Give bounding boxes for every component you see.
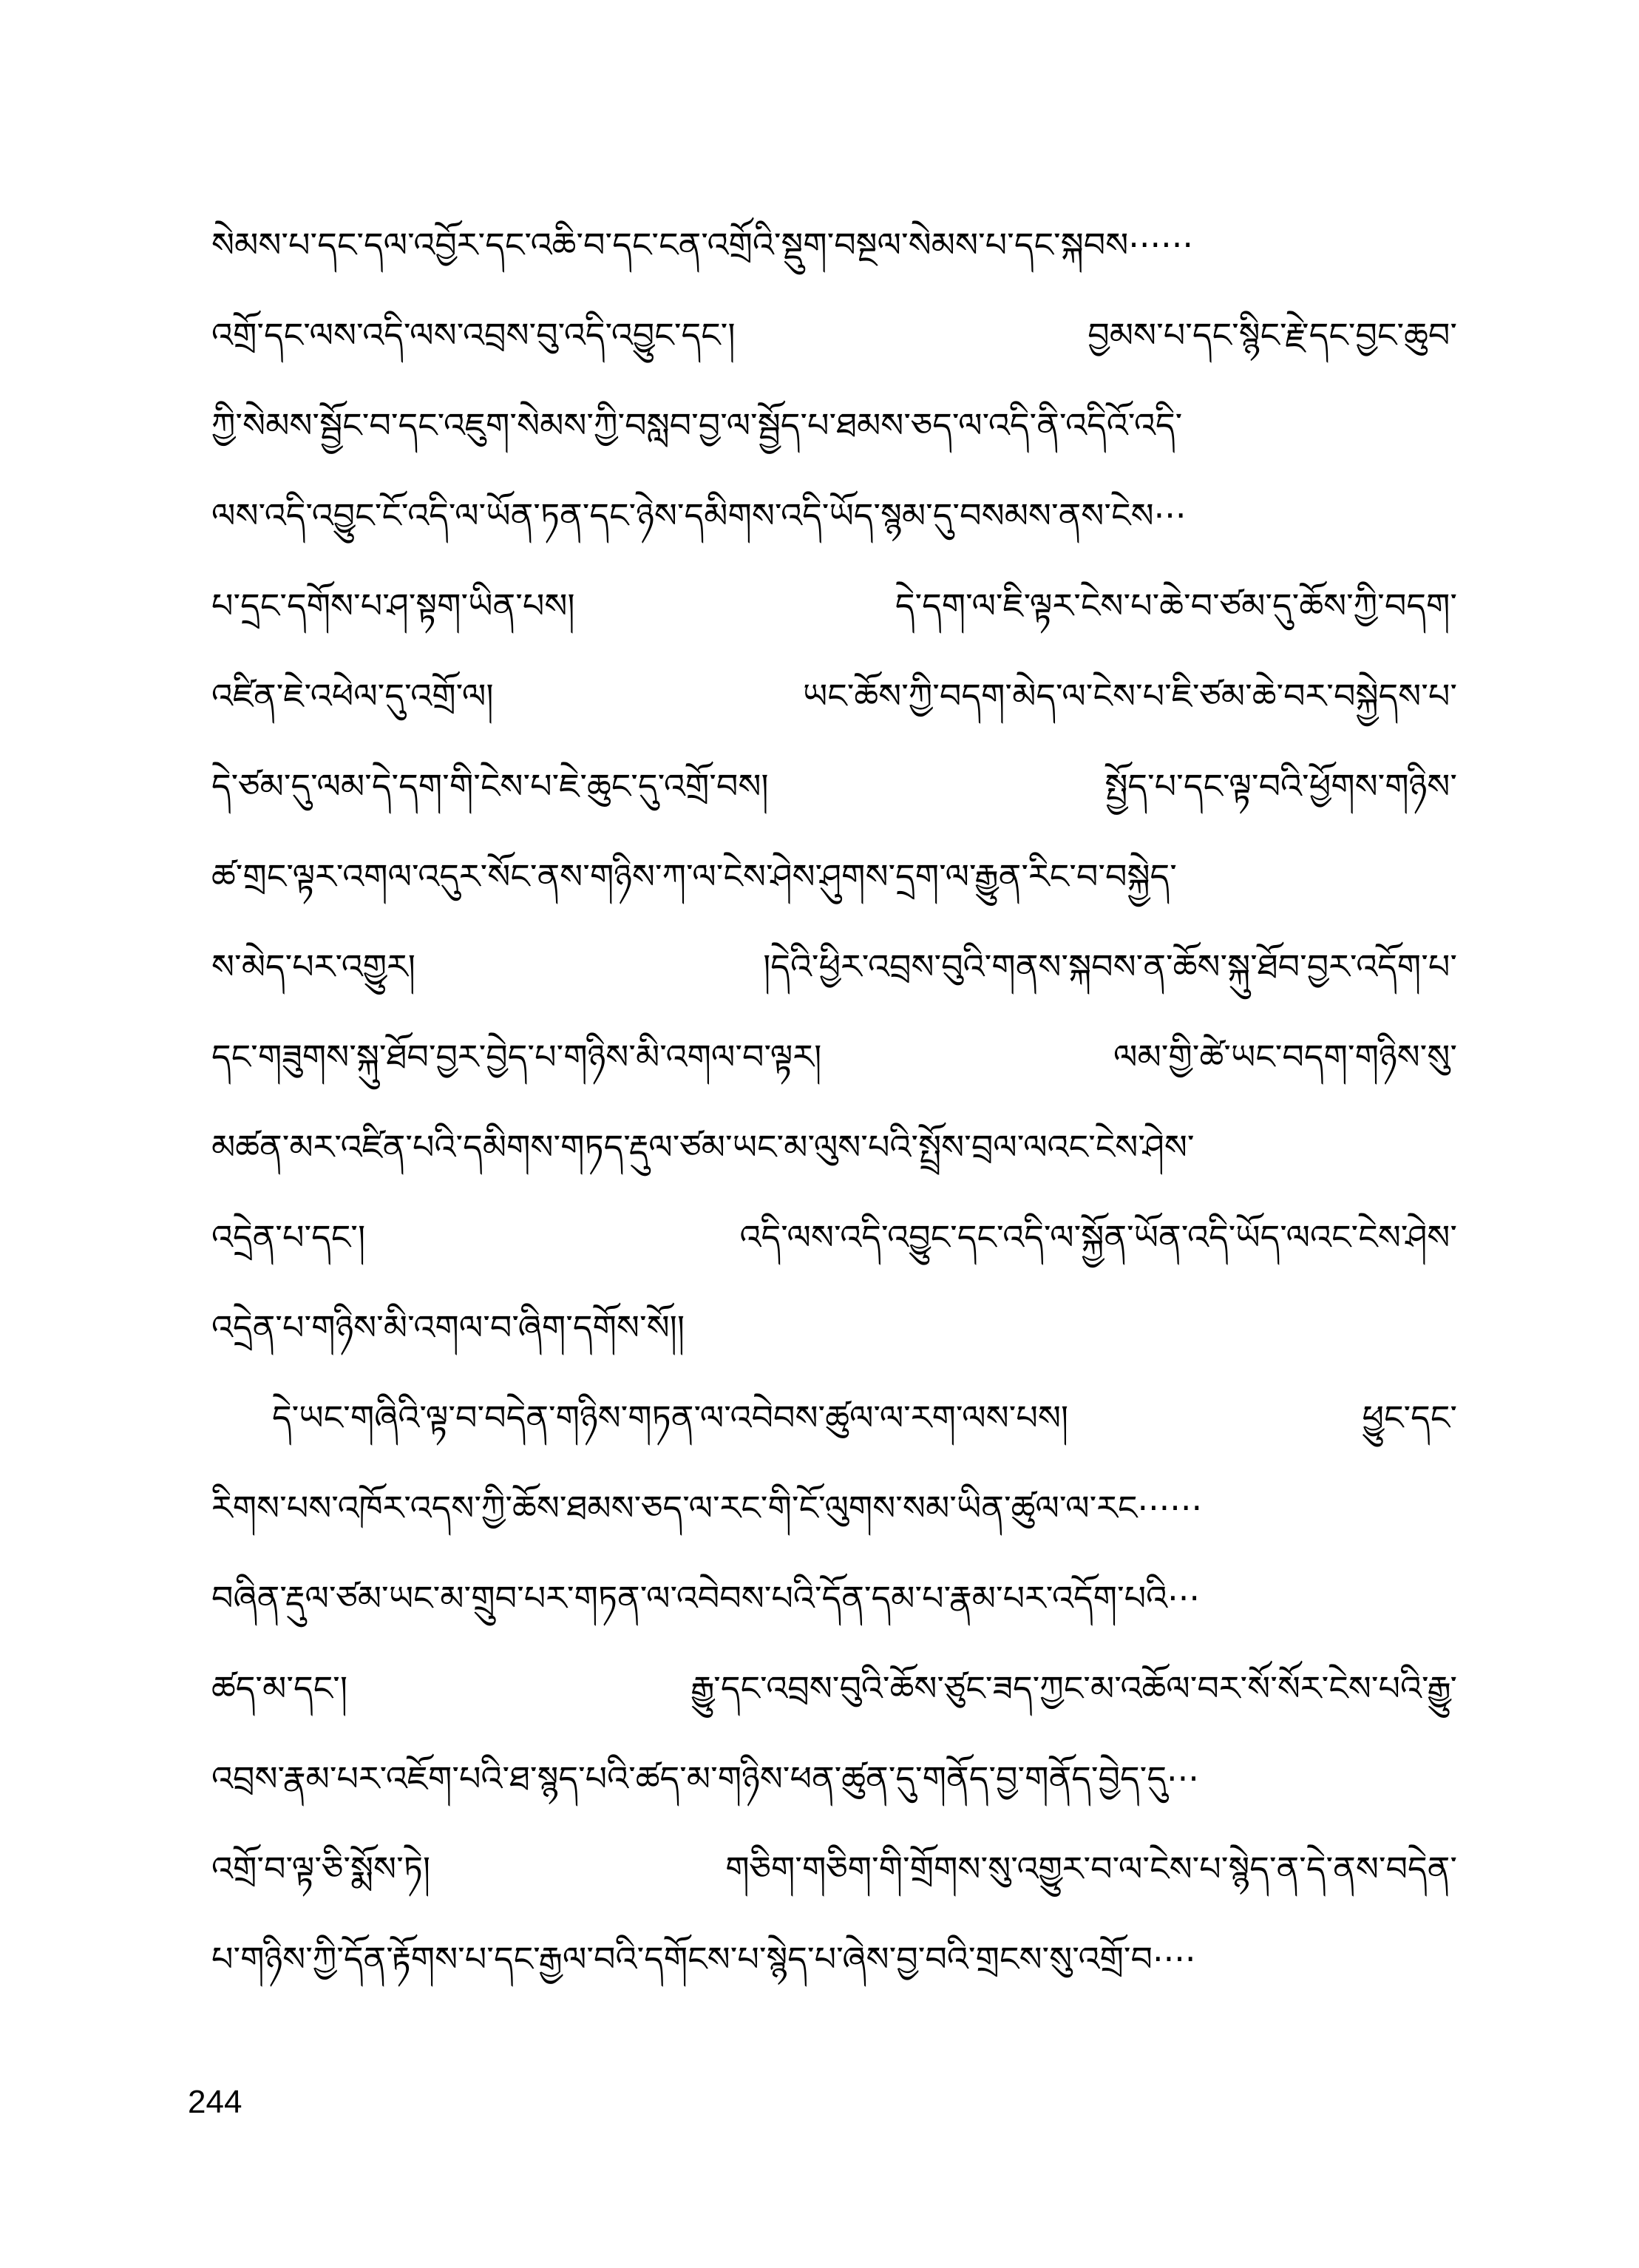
text-line: ཀྱི་སེམས་སྦྱོང་བ་དང་འཇུག་སེམས་ཀྱི་བསླབ་བྱ་ལ་སྦྱོད་པ་ཐམས་ཅད་ལ་འདི་ནི་འདིའོ་འདི་ xyxy=(211,405,1183,445)
text-line: དང་གཟུགས་སྐུ་ཐོབ་བྱར་བྱེད་པ་གཉིས་མི་འགལ་བ་ལྟར། ལམ་གྱི་ཚེ་ཡང་བདག་གཉིས་སུ་ xyxy=(211,1037,1457,1077)
text-line: པ་གཉིས་ཀྱི་དོན་རྟོགས་པ་དང་རྒྱལ་བའི་དགོངས་པ་སྙེད་པ་ཞེས་བྱ་བའི་གྲངས་སུ་འགྲོ་བ···· xyxy=(211,1939,1196,1979)
text-line: ལས་འདི་འབྱུང་ངོ་འདི་ལ་ཡོན་ཏན་དང་ཉེས་དམིགས་འདི་ཡོད་སྙམ་དུ་བསམས་ནས་ངེས··· xyxy=(211,495,1187,535)
text-line: ས་མེད་པར་འགྱུར། །དེའི་ཕྱིར་འབྲས་བུའི་གནས་སྐབས་ན་ཆོས་སྐུ་ཐོབ་བྱར་འདོག་པ་ xyxy=(211,947,1457,986)
text-line: མཚན་མར་འཛིན་པའི་དམིགས་གཏད་རྡུལ་ཙམ་ཡང་མ་ལུས་པའི་སྤྲོས་བྲལ་ལའང་ངེས་ཤེས་ xyxy=(211,1127,1195,1167)
text-line: འདྲེན་པ་དང་། འདི་ལས་འདི་འབྱུང་དང་འདི་ལ་སྐྱོན་ཡོན་འདི་ཡོད་ལའང་ངེས་ཤེས་ xyxy=(211,1217,1457,1257)
text-line: སེམས་པ་དང་དལ་འབྱོར་དང་འཆི་བ་དང་ངན་འགྲོའི་སྡུག་བསྔལ་སེམས་པ་དང་སྐབས······ xyxy=(211,225,1193,265)
text-line: དེ་ཡང་གཞིའི་ལྟ་བ་བདེན་གཉིས་གཏན་ལ་འབེབས་ཚུལ་ལ་རག་ལས་པས། ཕྱུང་དང་ xyxy=(272,1398,1457,1438)
page-number: 244 xyxy=(188,2084,242,2120)
body-text xyxy=(211,200,1457,2004)
text-line: ཚད་མ་དང་། རྒྱུ་དང་འབྲས་བུའི་ཆོས་ཙུང་ཟད་ཀྱང་མ་འཆོལ་བར་སོ་སོར་ངེས་པའི་རྒྱུ་ xyxy=(211,1668,1457,1708)
text-line: འགྲོ་བ་ལྟ་ཅི་སྨོས་ཏེ། གཅིག་གཅིག་གི་གྲོགས་སུ་འགྱུར་བ་ལ་ངེས་པ་སྙེད་ན་དེ་ནས་བདེན་ xyxy=(211,1849,1457,1889)
text-line: ཚ་གྲང་ལྟར་འགལ་འདུར་སོང་ནས་གཉིས་ཀ་ལ་ངེས་ཤེས་ཤུགས་དྲག་ལ་རྒྱུན་རིང་བ་བསྐྱེད་ xyxy=(211,856,1177,896)
text-line: རིགས་པས་འཁོར་འདས་ཀྱི་ཆོས་ཐམས་ཅད་ལ་རང་གི་ངོ་ལུགས་སམ་ཡིན་ཚུལ་ལ་རང······ xyxy=(211,1488,1203,1528)
text-line: འདྲེན་པ་གཉིས་མི་འགལ་བ་ཞིག་དགོས་སོ།། xyxy=(211,1307,685,1347)
text-line: འཛིན་ཇེ་འཕེལ་དུ་འགྲོ་ལ། ཡང་ཆོས་ཀྱི་བདག་མེད་ལ་ངེས་པ་ཇི་ཙམ་ཆེ་བར་བསྐྱེདས་པ་ xyxy=(211,676,1457,716)
text-line: དེ་ཙམ་དུ་ལམ་དེ་དག་གི་ངེས་པ་ཇེ་ཆུང་དུ་འགྲོ་བས། སྤྱོད་པ་དང་ལྟ་བའི་ཕྱོགས་གཉིས་ xyxy=(211,766,1457,806)
text-line: འགྲོ་དང་ལས་འདི་ལས་འབྲས་བུ་འདི་འབྱུང་དང་། བྱམས་པ་དང་སྙིང་རྗེ་དང་བྱང་ཆུབ་ xyxy=(211,315,1457,355)
text-line: འབྲས་རྣམ་པར་འཇོག་པའི་ཐ་སྙད་པའི་ཚད་མ་གཉིས་ཕན་ཚུན་དུ་གནོད་བྱ་གནོད་བྱེད་དུ··· xyxy=(211,1758,1199,1798)
text-line: བཞིན་རྡུལ་ཙམ་ཡང་མ་གྲུབ་པར་གཏན་ལ་འབེབས་པའི་དོན་དམ་པ་རྣམ་པར་འདོག་པའི··· xyxy=(211,1578,1201,1618)
text-line: པ་དྲང་དགོས་པ་ཤ་སྟག་ཡིན་པས། དེ་དག་ལ་ཇི་ལྟར་ངེས་པ་ཆེ་བ་ཙམ་དུ་ཆོས་ཀྱི་བདག་ xyxy=(211,586,1457,626)
